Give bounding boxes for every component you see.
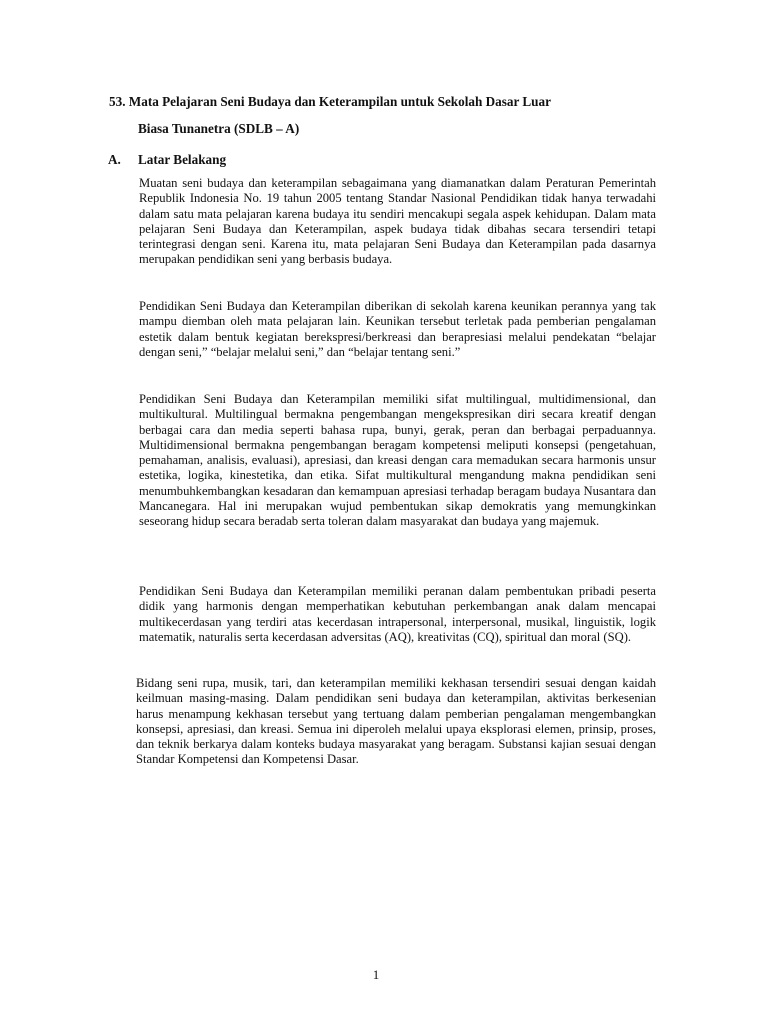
document-title-line-1: 53. Mata Pelajaran Seni Budaya dan Keterampilan untuk Sekolah Dasar Luar [109, 94, 551, 109]
document-title-line-2: Biasa Tunanetra (SDLB – A) [138, 121, 300, 136]
section-letter: A. [108, 152, 121, 167]
paragraph-4: Pendidikan Seni Budaya dan Keterampilan memiliki peranan dalam pembentukan pribadi peserta didik yang harmonis dengan memperhatikan kebutuhan perkembangan anak dalam mencapai multikecerdasan yang terdiri atas kecerdasan intrapersonal, interpersonal, musikal, linguistik, logik matematik, naturalis serta kecerdasan adversitas (AQ), kreativitas (CQ), spiritual dan moral (SQ). [139, 584, 656, 644]
section-heading-text: Latar Belakang [138, 152, 227, 167]
paragraph-1: Muatan seni budaya dan keterampilan sebagaimana yang diamanatkan dalam Peraturan Pemerintah Republik Indonesia No. 19 tahun 2005 tentang Standar Nasional Pendidikan tidak hanya terwadahi dalam satu mata pelajaran karena budaya itu sendiri mencakupi segala aspek kehidupan. Dalam mata pelajaran Seni Budaya dan Keterampilan, aspek budaya tidak dibahas secara tersendiri tetapi terintegrasi dengan seni. Karena itu, mata pelajaran Seni Budaya dan Keterampilan pada dasarnya merupakan pendidikan seni yang berbasis budaya. [139, 176, 656, 267]
paragraph-5: Bidang seni rupa, musik, tari, dan keterampilan memiliki kekhasan tersendiri sesuai dengan kaidah keilmuan masing-masing. Dalam pendidikan seni budaya dan keterampilan, aktivitas berkesenian harus menampung kekhasan tersebut yang tertuang dalam pemberian pengalaman mengembangkan konsepsi, apresiasi, dan kreasi. Semua ini diperoleh melalui upaya eksplorasi elemen, prinsip, proses, dan teknik berkarya dalam konteks budaya masyarakat yang beragam. Substansi kajian sesuai dengan Standar Kompetensi dan Kompetensi Dasar. [136, 676, 656, 767]
page-number: 1 [372, 967, 380, 982]
paragraph-3: Pendidikan Seni Budaya dan Keterampilan memiliki sifat multilingual, multidimensional, dan multikultural. Multilingual bermakna pengembangan mengekspresikan diri secara kreatif dengan berbagai cara dan media seperti bahasa rupa, bunyi, gerak, peran dan berbagai perpaduannya. Multidimensional bermakna pengembangan beragam kompetensi meliputi konsepsi (pengetahuan, pemahaman, analisis, evaluasi), apresiasi, dan kreasi dengan cara memadukan secara harmonis unsur estetika, logika, kinestetika, dan etika. Sifat multikultural mengandung makna pendidikan seni menumbuhkembangkan kesadaran dan kemampuan apresiasi terhadap beragam budaya Nusantara dan Mancanegara. Hal ini merupakan wujud pembentukan sikap demokratis yang memungkinkan seseorang hidup secara beradab serta toleran dalam masyarakat dan budaya yang majemuk. [139, 392, 656, 529]
section-heading [108, 152, 226, 168]
paragraph-2: Pendidikan Seni Budaya dan Keterampilan diberikan di sekolah karena keunikan perannya yang tak mampu diemban oleh mata pelajaran lain. Keunikan tersebut terletak pada pemberian pengalaman estetik dalam bentuk kegiatan berekspresi/berkreasi dan berapresiasi melalui pendekatan “belajar dengan seni,” “belajar melalui seni,” dan “belajar tentang seni.” [139, 299, 656, 359]
